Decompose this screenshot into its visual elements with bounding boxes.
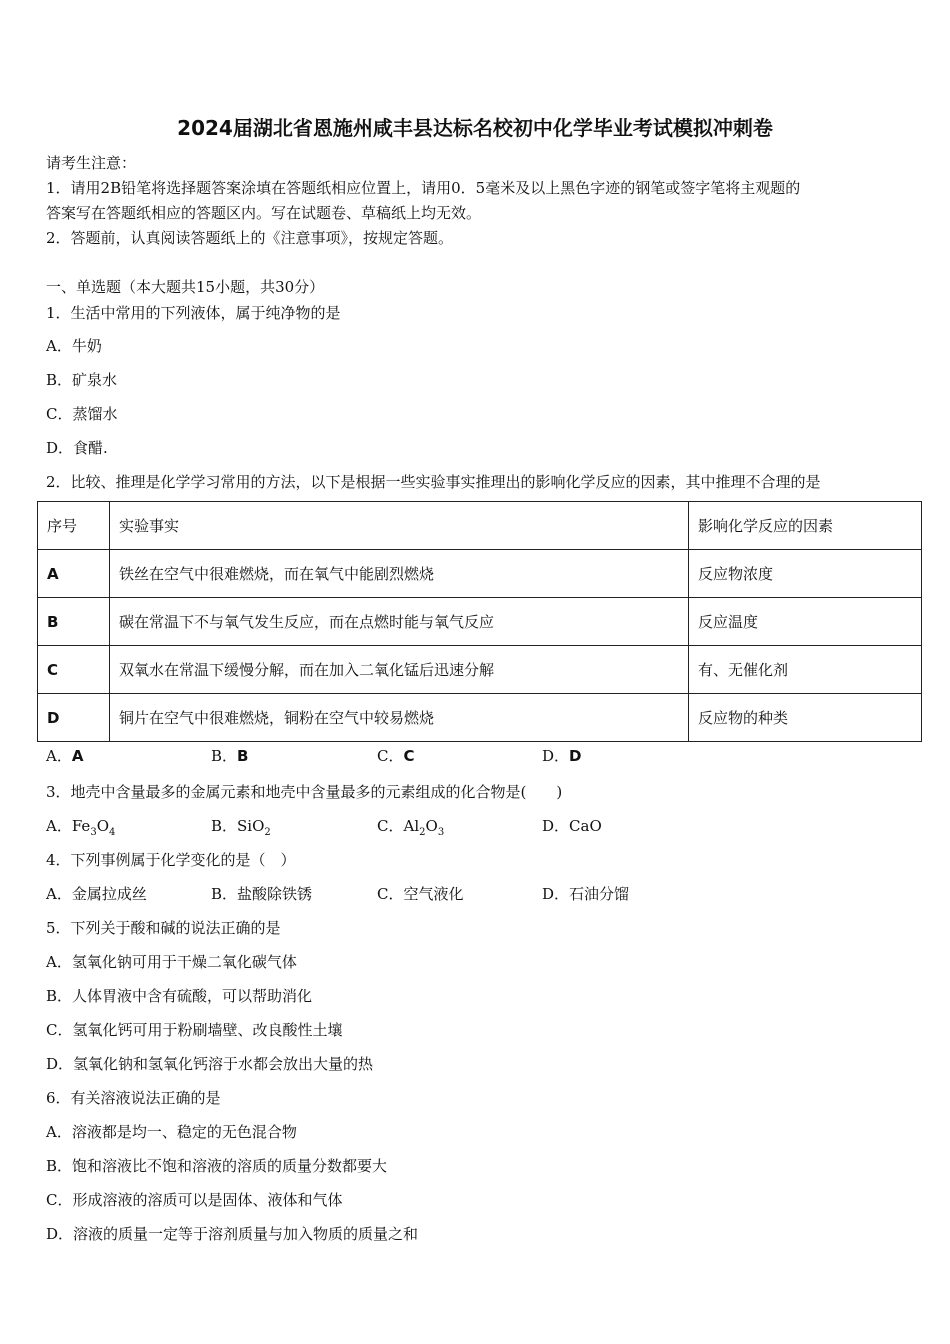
table-cell: 铁丝在空气中很难燃烧，而在氧气中能剧烈燃烧	[110, 550, 689, 598]
table-cell: 反应温度	[689, 598, 922, 646]
table-header-row	[38, 502, 922, 550]
question-3-stem: 3．地壳中含量最多的金属元素和地壳中含量最多的元素组成的化合物是( )	[46, 783, 563, 801]
question-1-option-c[interactable]: C．蒸馏水	[46, 405, 118, 423]
question-4-stem: 4．下列事例属于化学变化的是（ ）	[46, 851, 296, 869]
question-3-option-d[interactable]: D．CaO	[542, 817, 602, 835]
question-5-option-d[interactable]: D．氢氧化钠和氢氧化钙溶于水都会放出大量的热	[46, 1055, 374, 1073]
question-4-option-d[interactable]: D．石油分馏	[542, 885, 630, 903]
table-cell: 有、无催化剂	[689, 646, 922, 694]
question-5-option-c[interactable]: C．氢氧化钙可用于粉刷墙壁、改良酸性土壤	[46, 1021, 343, 1039]
table-header-cell: 序号	[38, 502, 110, 550]
question-6-stem: 6．有关溶液说法正确的是	[46, 1089, 221, 1107]
question-1-option-a[interactable]: A．牛奶	[46, 337, 102, 355]
question-4-option-c[interactable]: C．空气液化	[377, 885, 464, 903]
question-1-option-b[interactable]: B．矿泉水	[46, 371, 118, 389]
table-header-cell: 影响化学反应的因素	[689, 502, 922, 550]
question-4-option-b[interactable]: B．盐酸除铁锈	[211, 885, 313, 903]
question-2-option-a[interactable]: A．A	[46, 747, 84, 765]
question-2-option-b[interactable]: B．B	[211, 747, 249, 765]
question-1-stem: 1．生活中常用的下列液体，属于纯净物的是	[46, 304, 341, 322]
table-row	[38, 598, 922, 646]
table-cell: 反应物的种类	[689, 694, 922, 742]
table-row	[38, 550, 922, 598]
question-2-table	[37, 501, 922, 742]
table-cell: 碳在常温下不与氧气发生反应，而在点燃时能与氧气反应	[110, 598, 689, 646]
table-cell: B	[38, 598, 110, 646]
question-6-option-a[interactable]: A．溶液都是均一、稳定的无色混合物	[46, 1123, 297, 1141]
question-1-option-d[interactable]: D．食醋.	[46, 439, 108, 457]
table-cell: C	[38, 646, 110, 694]
question-4-option-a[interactable]: A．金属拉成丝	[46, 885, 147, 903]
question-2-stem: 2．比较、推理是化学学习常用的方法，以下是根据一些实验事实推理出的影响化学反应的因素，其中推理不合理的是	[46, 473, 821, 491]
question-6-option-b[interactable]: B．饱和溶液比不饱和溶液的溶质的质量分数都要大	[46, 1157, 388, 1175]
question-5-option-b[interactable]: B．人体胃液中含有硫酸，可以帮助消化	[46, 987, 313, 1005]
notice-item-1: 1．请用2B铅笔将选择题答案涂填在答题纸相应位置上，请用0．5毫米及以上黑色字迹的钢笔或签字笔将主观题的	[46, 179, 801, 197]
question-3-option-c[interactable]: C．$Al_2O_3$	[377, 817, 445, 838]
table-cell: 铜片在空气中很难燃烧，铜粉在空气中较易燃烧	[110, 694, 689, 742]
question-3-option-a[interactable]: A．$Fe_3O_4$	[46, 817, 116, 838]
question-5-stem: 5．下列关于酸和碱的说法正确的是	[46, 919, 281, 937]
question-6-option-d[interactable]: D．溶液的质量一定等于溶剂质量与加入物质的质量之和	[46, 1225, 419, 1243]
table-row	[38, 646, 922, 694]
question-2-option-d[interactable]: D．D	[542, 747, 582, 765]
notice-item-1-cont: 答案写在答题纸相应的答题区内。写在试题卷、草稿纸上均无效。	[46, 204, 482, 222]
section-heading: 一、单选题（本大题共15小题，共30分）	[46, 278, 325, 296]
page-title: 2024届湖北省恩施州咸丰县达标名校初中化学毕业考试模拟冲刺卷	[177, 116, 773, 140]
table-cell: 双氧水在常温下缓慢分解，而在加入二氧化锰后迅速分解	[110, 646, 689, 694]
question-3-option-b[interactable]: B．SiO$_2$	[211, 817, 271, 838]
notice-item-2: 2．答题前，认真阅读答题纸上的《注意事项》，按规定答题。	[46, 229, 454, 247]
question-5-option-a[interactable]: A．氢氧化钠可用于干燥二氧化碳气体	[46, 953, 297, 971]
question-6-option-c[interactable]: C．形成溶液的溶质可以是固体、液体和气体	[46, 1191, 343, 1209]
table-header-cell: 实验事实	[110, 502, 689, 550]
table-cell: A	[38, 550, 110, 598]
table-cell: D	[38, 694, 110, 742]
notice-heading: 请考生注意：	[46, 154, 137, 172]
question-2-option-c[interactable]: C．C	[377, 747, 415, 765]
table-cell: 反应物浓度	[689, 550, 922, 598]
table-row	[38, 694, 922, 742]
